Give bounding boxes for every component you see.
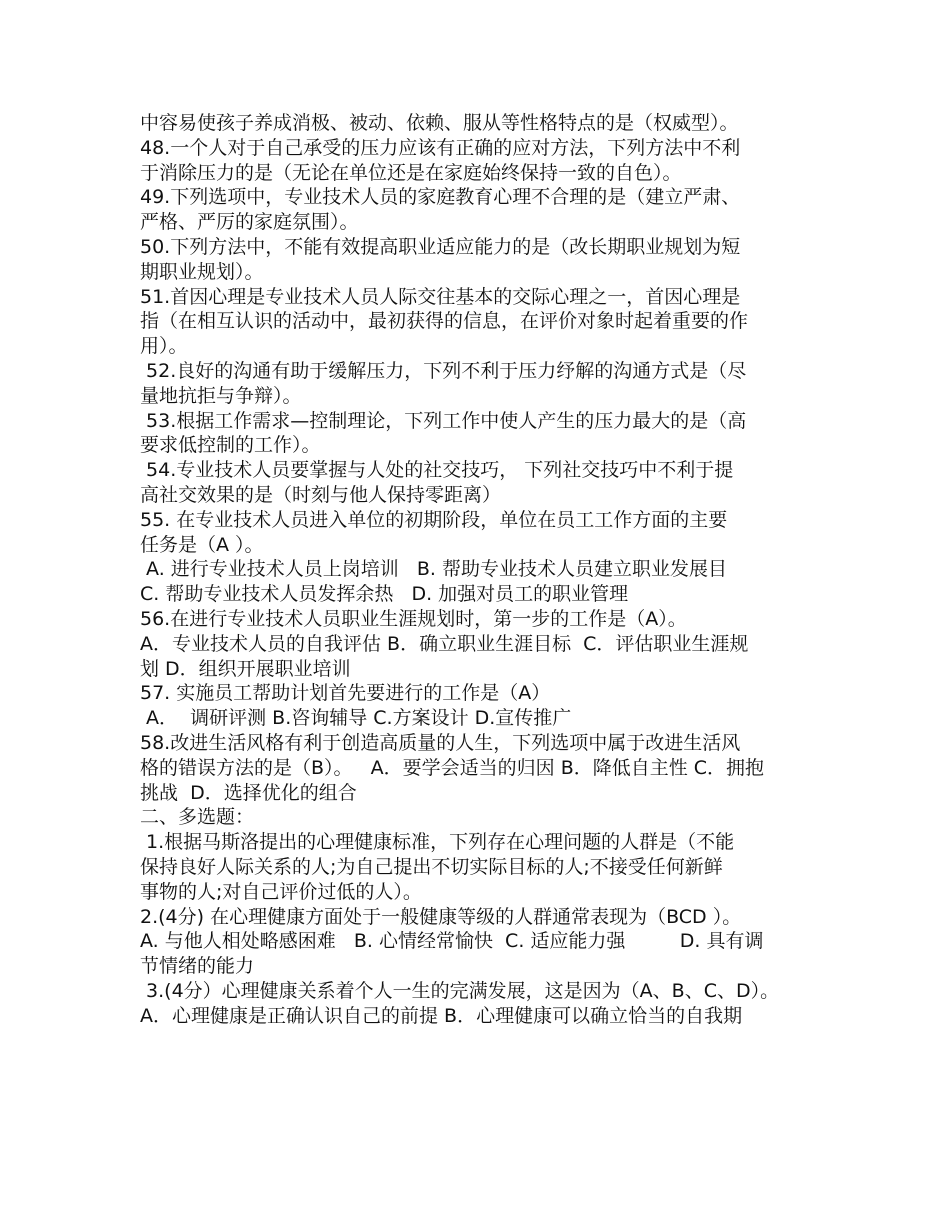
text-line: 48.一个人对于自己承受的压力应该有正确的应对方法，下列方法中不利	[140, 136, 741, 159]
text-line: 54.专业技术人员要掌握与人处的社交技巧， 下列社交技巧中不利于提	[140, 459, 734, 482]
text-line: 51.首因心理是专业技术人员人际交往基本的交际心理之一，首因心理是	[140, 285, 741, 308]
text-line: 事物的人;对自己评价过低的人）。	[140, 880, 422, 903]
text-line: 53.根据工作需求—控制理论，下列工作中使人产生的压力最大的是（高	[140, 409, 747, 432]
text-line: 49.下列选项中，专业技术人员的家庭教育心理不合理的是（建立严肃、	[140, 186, 741, 209]
text-line: 50.下列方法中，不能有效提高职业适应能力的是（改长期职业规划为短	[140, 235, 741, 258]
text-line: C. 帮助专业技术人员发挥余热 D. 加强对员工的职业管理	[140, 583, 629, 606]
text-line: 划 D．组织开展职业培训	[140, 657, 351, 680]
text-line: 期职业规划）。	[140, 260, 264, 283]
text-line: 52.良好的沟通有助于缓解压力，下列不利于压力纾解的沟通方式是（尽	[140, 359, 747, 382]
text-line: 56.在进行专业技术人员职业生涯规划时，第一步的工作是（A）。	[140, 607, 687, 630]
text-line: 用）。	[140, 335, 188, 358]
text-line: 要求低控制的工作）。	[140, 434, 321, 457]
text-line: A. 进行专业技术人员上岗培训 B. 帮助专业技术人员建立职业发展目	[140, 558, 728, 581]
text-line: 3.(4分）心理健康关系着个人一生的完满发展，这是因为（A、B、C、D）。	[140, 979, 780, 1002]
text-line: A． 调研评测 B.咨询辅导 C.方案设计 D.宣传推广	[140, 707, 572, 730]
text-line: 保持良好人际关系的人;为自己提出不切实际目标的人;不接受任何新鲜	[140, 855, 723, 878]
text-line: A．心理健康是正确认识自己的前提 B．心理健康可以确立恰当的自我期	[140, 1004, 743, 1027]
text-line: 58.改进生活风格有利于创造高质量的人生，下列选项中属于改进生活风	[140, 731, 741, 754]
text-line: 节情绪的能力	[140, 955, 255, 978]
text-line: 严格、严厉的家庭氛围）。	[140, 211, 359, 234]
document-page	[140, 111, 815, 1028]
text-line: A．专业技术人员的自我评估 B．确立职业生涯目标 C．评估职业生涯规	[140, 632, 749, 655]
text-line: 高社交效果的是（时刻与他人保持零距离）	[140, 483, 502, 506]
text-line: 格的错误方法的是（B）。 A．要学会适当的归因 B．降低自主性 C．拥抱	[140, 756, 765, 779]
text-line: 挑战 D．选择优化的组合	[140, 781, 357, 804]
text-line: 于消除压力的是（无论在单位还是在家庭始终保持一致的自色）。	[140, 161, 682, 184]
text-line: A. 与他人相处略感困难 B. 心情经常愉快 C. 适应能力强 D. 具有调	[140, 930, 764, 953]
text-line: 2.(4分) 在心理健康方面处于一般健康等级的人群通常表现为（BCD ）。	[140, 905, 742, 928]
text-line: 二、多选题：	[140, 806, 255, 829]
text-line: 57. 实施员工帮助计划首先要进行的工作是（A）	[140, 682, 551, 705]
text-line: 55. 在专业技术人员进入单位的初期阶段，单位在员工工作方面的主要	[140, 508, 728, 531]
text-line: 1.根据马斯洛提出的心理健康标准，下列存在心理问题的人群是（不能	[140, 831, 735, 854]
text-line: 任务是（A ）。	[140, 533, 264, 556]
text-line: 量地抗拒与争辩）。	[140, 384, 302, 407]
text-line: 中容易使孩子养成消极、被动、依赖、服从等性格特点的是（权威型）。	[140, 112, 739, 134]
text-line: 指（在相互认识的活动中，最初获得的信息，在评价对象时起着重要的作	[140, 310, 749, 333]
